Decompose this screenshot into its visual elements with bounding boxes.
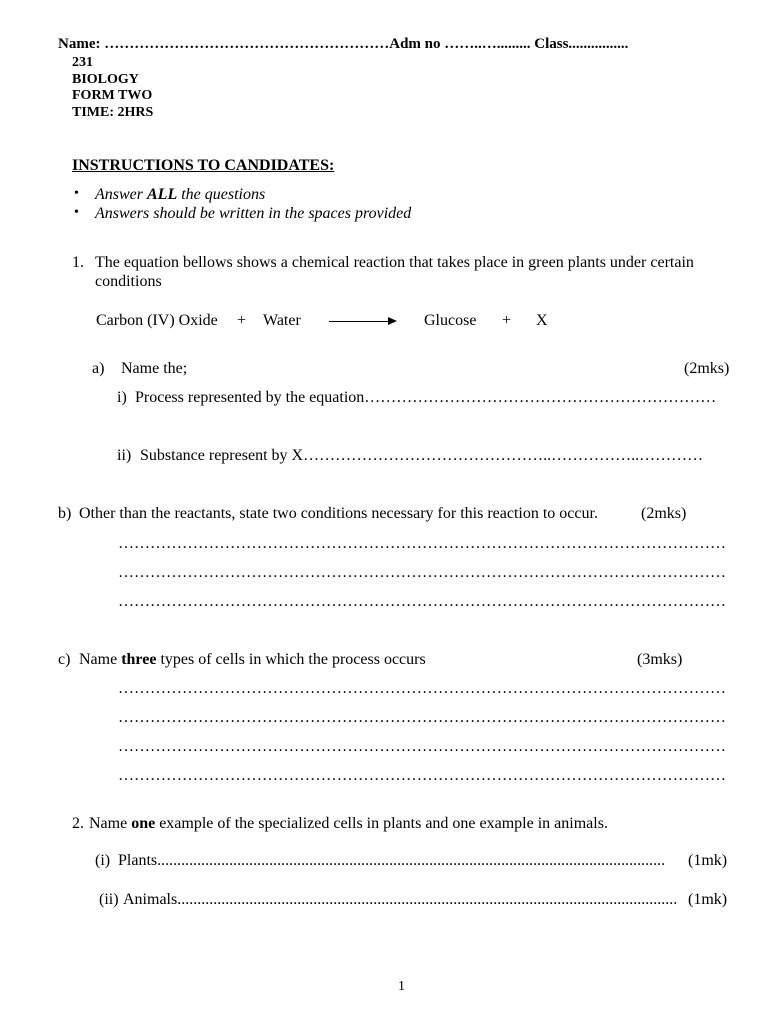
reaction-arrow-line [329, 321, 389, 323]
question-2-number: 2. [72, 815, 84, 832]
subject-title: BIOLOGY [72, 71, 139, 87]
instruction-item-1: Answer ALL the questions [95, 186, 266, 203]
bullet-icon: • [74, 205, 79, 220]
question-1-stem-line-1: The equation bellows shows a chemical reaction that takes place in green plants under certain [95, 254, 694, 271]
part-a-ii-label: ii) [117, 447, 132, 464]
paper-code: 231 [72, 55, 93, 70]
exam-time: TIME: 2HRS [72, 104, 154, 120]
instructions-title: INSTRUCTIONS TO CANDIDATES: [72, 157, 335, 174]
part-a-marks: (2mks) [684, 360, 730, 377]
question-2-i-marks: (1mk) [688, 852, 728, 869]
part-a-text: Name the; [121, 360, 188, 377]
equation-reactant-1: Carbon (IV) Oxide [96, 312, 218, 329]
part-a-label: a) [92, 360, 105, 377]
part-c-text: Name three types of cells in which the process occurs [79, 651, 426, 668]
part-c-answer-line-3[interactable]: …………………………………………………………………………………………………… [118, 738, 726, 755]
part-b-label: b) [58, 505, 72, 522]
question-1-stem-line-2: conditions [95, 273, 162, 290]
page-number: 1 [398, 979, 405, 994]
instruction-item-2: Answers should be written in the spaces provided [95, 205, 412, 222]
question-2-i-label: (i) [95, 852, 111, 869]
reaction-arrow-icon [388, 317, 397, 325]
part-a-i-answer-line[interactable]: Process represented by the equation………………………………………………………… [135, 389, 717, 406]
part-b-text: Other than the reactants, state two conditions necessary for this reaction to occur. [79, 505, 598, 522]
part-c-answer-line-4[interactable]: …………………………………………………………………………………………………… [118, 767, 726, 784]
part-a-i-label: i) [117, 389, 127, 406]
equation-reactant-2: Water [263, 312, 301, 329]
part-b-answer-line-2[interactable]: …………………………………………………………………………………………………… [118, 564, 726, 581]
equation-product-2: X [536, 312, 548, 329]
question-2-ii-marks: (1mk) [688, 891, 728, 908]
part-c-answer-line-2[interactable]: …………………………………………………………………………………………………… [118, 709, 726, 726]
question-2-ii-label: (ii) [99, 891, 119, 908]
question-2-plants-answer-line[interactable]: Plants............................................................................................................................... [118, 852, 666, 869]
question-1-number: 1. [72, 254, 84, 271]
part-c-marks: (3mks) [637, 651, 683, 668]
part-c-label: c) [58, 651, 71, 668]
part-c-answer-line-1[interactable]: …………………………………………………………………………………………………… [118, 680, 726, 697]
question-2-stem: Name one example of the specialized cells in plants and one example in animals. [89, 815, 608, 832]
equation-product-1: Glucose [424, 312, 477, 329]
form-level: FORM TWO [72, 88, 153, 103]
student-details-line: Name: …………………………………………………Adm no ……..…......... Class................ [58, 36, 629, 52]
part-a-ii-answer-line[interactable]: Substance represent by X………………………………………..……………..………… [140, 447, 704, 464]
part-b-marks: (2mks) [641, 505, 687, 522]
equation-plus-2: + [502, 312, 512, 329]
part-b-answer-line-3[interactable]: …………………………………………………………………………………………………… [118, 593, 726, 610]
part-b-answer-line-1[interactable]: …………………………………………………………………………………………………… [118, 535, 726, 552]
equation-plus-1: + [237, 312, 247, 329]
bullet-icon: • [74, 186, 79, 201]
question-2-animals-answer-line[interactable]: Animals............................................................................................................................. [123, 891, 678, 908]
